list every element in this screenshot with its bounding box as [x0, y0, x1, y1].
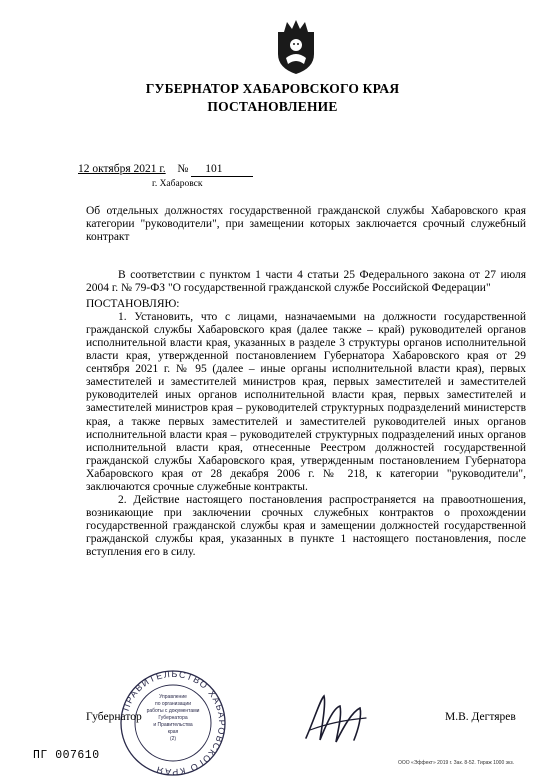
- document-city: г. Хабаровск: [152, 179, 203, 189]
- number-sign: №: [177, 163, 189, 175]
- seal-ring-text: ПРАВИТЕЛЬСТВО ХАБАРОВСКОГО КРАЯ: [120, 670, 228, 776]
- form-serial-number: ПГ 007610: [33, 749, 100, 762]
- governor-title: ГУБЕРНАТОР ХАБАРОВСКОГО КРАЯ: [145, 81, 400, 96]
- seal-line: (2): [169, 736, 177, 742]
- signer-title: Губернатор: [86, 711, 142, 723]
- printer-imprint: ООО «Эффект» 2019 г. Зак. 8-52. Тираж 1000 экз.: [398, 760, 515, 766]
- seal-line: по организации: [154, 701, 192, 707]
- document-date: 12 октября 2021 г.: [78, 163, 166, 175]
- document-body: [86, 269, 526, 559]
- resolve-heading: ПОСТАНОВЛЯЮ:: [86, 298, 180, 311]
- seal-line: работы с документами: [146, 708, 200, 714]
- document-type: ПОСТАНОВЛЕНИЕ: [207, 99, 338, 114]
- document-subject: Об отдельных должностях государственной гражданской службы Хабаровского края категории "руководители", при замещении которых заключается срочный служебный контракт: [86, 205, 526, 243]
- paragraph-2: 2. Действие настоящего постановления распространяется на правоотношения, возникающие при заключении срочных служебных контрактов о прохождении государственной гражданской службы края и замещении должностей государственной гражданской службы края, указанных в пункте 1 настоящего постановления, после вступления его в силу.: [86, 493, 526, 558]
- document-date-number: [78, 163, 253, 177]
- seal-line: и Правительства: [153, 722, 193, 728]
- preamble: В соответствии с пунктом 1 части 4 статьи 25 Федерального закона от 27 июля 2004 г. № 79-ФЗ "О государственной гражданской службе Российской Федерации": [86, 269, 526, 295]
- document-number: 101: [191, 163, 253, 177]
- coat-of-arms-icon: [271, 18, 321, 76]
- official-seal: [115, 670, 231, 776]
- seal-line: края: [167, 729, 179, 735]
- seal-line: Губернатора: [158, 715, 188, 721]
- paragraph-1: 1. Установить, что с лицами, назначаемыми на должности государственной гражданской службы Хабаровского края (далее также – край) руководителей органов исполнительной власти края, указанных в разделе 3 структуры органов исполнительной власти края, утвержденной постановлением Губернатора Хабаровского края от 29 сентября 2021 г. № 95 (далее – иные органы исполнительной власти края), первых заместителей и заместителей министров края, первых заместителей и заместителей руководителей иных органов исполнительной власти края, первых заместителей и заместителей министров края – руководителей структурных подразделений министерств края, а также первых заместителей и заместителей руководителей иных органов исполнительной власти края – руководителей структурных подразделений иных органов исполнительной власти края, отнесенные Реестром должностей государственной гражданской службы Хабаровского края, утвержденным постановлением Губернатора Хабаровского края от 28 декабря 2006 г. № 218, к категории "руководители", заключаются срочные служебные контракты.: [86, 311, 526, 493]
- seal-line: Управление: [159, 694, 187, 700]
- handwritten-signature: [300, 690, 372, 750]
- signer-name: М.В. Дегтярев: [445, 711, 516, 723]
